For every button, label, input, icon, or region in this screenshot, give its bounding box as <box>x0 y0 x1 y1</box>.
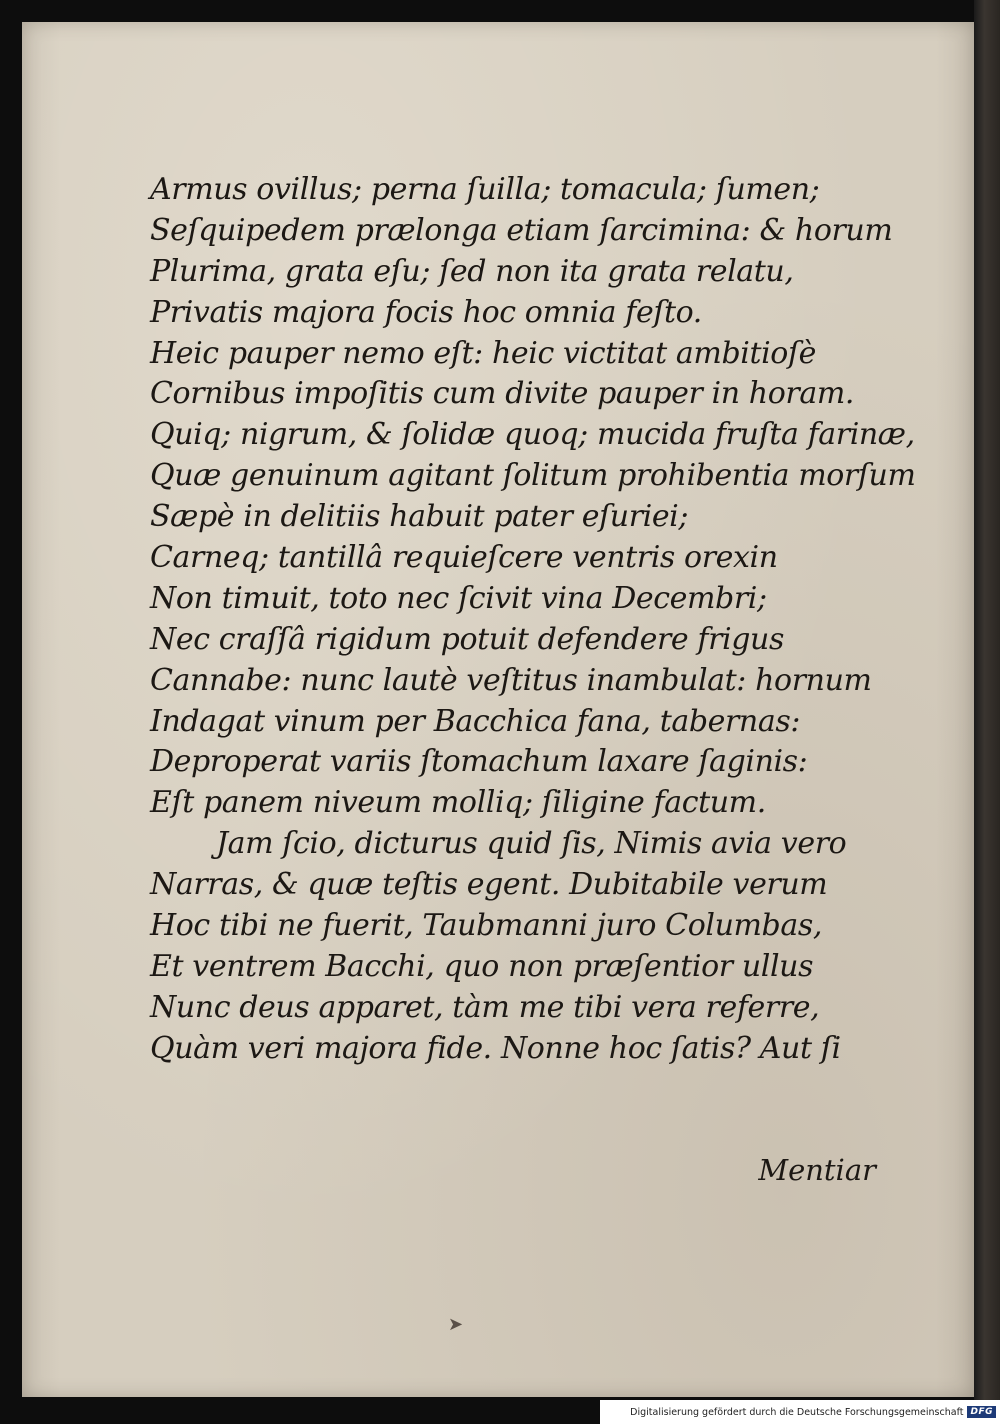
verse-line: Privatis majora focis hoc omnia feſto. <box>150 294 702 330</box>
verse-line: Armus ovillus; perna ſuilla; tomacula; ſumen; <box>150 172 820 207</box>
verse-line: Carneq; tantillâ requieſcere ventris orexin <box>150 540 778 576</box>
verse-line: Heic pauper nemo eſt: heic victitat ambitioſè <box>150 335 817 371</box>
verse-block <box>150 170 940 1070</box>
verse-line: Quiq; nigrum, & ſolidæ quoq; mucida fruſta farinæ, <box>150 417 915 453</box>
verse-line: Quàm veri majora fide. Nonne hoc ſatis? Aut ſi <box>150 1030 841 1066</box>
verse-line: Narras, & quæ teſtis egent. Dubitabile verum <box>150 867 828 903</box>
page-edge <box>974 0 1000 1424</box>
book-page <box>22 22 974 1397</box>
verse-line: Eſt panem niveum molliq; ſiligine factum. <box>150 785 766 821</box>
verse-line: Cornibus impoſitis cum divite pauper in horam. <box>150 376 855 412</box>
footer-bar <box>600 1400 1000 1424</box>
dfg-logo-icon: DFG <box>967 1406 996 1418</box>
verse-line: Et ventrem Bacchi, quo non præſentior ullus <box>150 948 814 984</box>
verse-line: Nunc deus apparet, tàm me tibi vera referre, <box>150 989 820 1025</box>
verse-line: Quæ genuinum agitant ſolitum prohibentia morſum <box>150 458 916 494</box>
verse-line: Jam ſcio, dicturus quid ſis, Nimis avia vero <box>216 826 847 862</box>
verse-line: Sæpè in delitiis habuit pater eſuriei; <box>150 499 689 535</box>
footer-text: Digitalisierung gefördert durch die Deutsche Forschungsgemeinschaft <box>630 1406 964 1418</box>
verse-line: Seſquipedem prælonga etiam ſarcimina: & horum <box>150 212 893 248</box>
verse-line: Deproperat variis ſtomachum laxare ſaginis: <box>150 744 808 780</box>
catchword: Mentiar <box>758 1153 876 1187</box>
verse-line: Non timuit, toto nec ſcivit vina Decembri; <box>150 580 767 616</box>
ornament-mark-icon: ➤ <box>448 1314 464 1335</box>
verse-line: Cannabe: nunc lautè veſtitus inambulat: hornum <box>150 662 872 698</box>
verse-line: Nec craſſâ rigidum potuit defendere frigus <box>150 621 784 657</box>
verse-line: Plurima, grata eſu; ſed non ita grata relatu, <box>150 253 794 289</box>
verse-line: Hoc tibi ne fuerit, Taubmanni juro Columbas, <box>150 908 822 944</box>
verse-line: Indagat vinum per Bacchica fana, tabernas: <box>150 703 801 739</box>
